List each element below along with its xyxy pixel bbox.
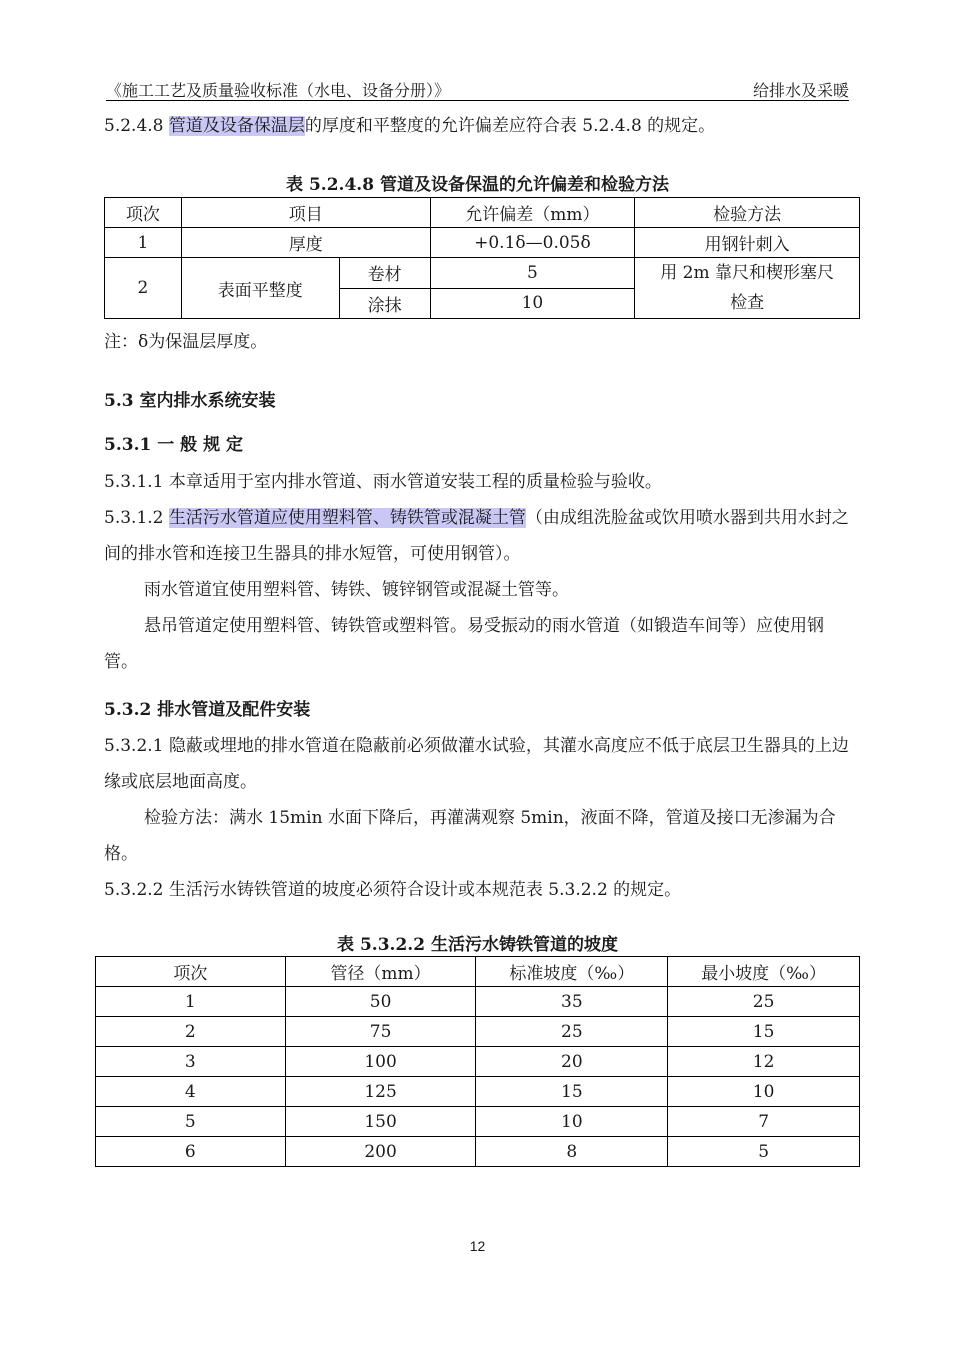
table-row xyxy=(96,987,860,1017)
table-cell: 15 xyxy=(668,1017,860,1047)
page-header xyxy=(106,78,849,101)
table-cell-method xyxy=(635,258,860,319)
table-row xyxy=(96,1077,860,1107)
table-cell: 12 xyxy=(668,1047,860,1077)
paragraph-hanging-pipes: 悬吊管道定使用塑料管、铸铁管或塑料管。易受振动的雨水管道（如锻造车间等）应使用钢管。 xyxy=(104,616,824,672)
clause-text: （由成组洗脸盆或饮用喷水器到共用水封之间的排水管和连接卫生器具的排水短管，可使用钢管）。 xyxy=(104,508,849,564)
highlighted-text: 管道及设备保温层 xyxy=(168,116,305,136)
table-cell: 7 xyxy=(668,1107,860,1137)
header-book-title: 《施工工艺及质量验收标准（水电、设备分册）》 xyxy=(106,81,451,100)
insulation-tolerance-table xyxy=(104,197,860,319)
clause-number: 5.2.4.8 xyxy=(104,116,169,136)
paragraph-5-2-4-8 xyxy=(104,108,854,144)
header-cell: 标准坡度（‰） xyxy=(476,957,668,987)
section-heading-5-3-2: 5.3.2 排水管道及配件安装 xyxy=(104,700,311,720)
table-cell: 涂抹 xyxy=(339,288,430,319)
paragraph-5-3-2-1: 5.3.2.1 隐蔽或埋地的排水管道在隐蔽前必须做灌水试验，其灌水高度应不低于底层卫生器具的上边缘或底层地面高度。 xyxy=(104,736,849,792)
highlighted-text: 生活污水管道应使用塑料管、铸铁管或混凝土管 xyxy=(168,508,526,528)
method-line: 用 2m 靠尺和楔形塞尺 xyxy=(660,263,835,283)
table-cell: 1 xyxy=(96,987,286,1017)
table-cell: 5 xyxy=(96,1107,286,1137)
header-cell: 项目 xyxy=(181,198,430,228)
table-cell: 3 xyxy=(96,1047,286,1077)
clause-number: 5.3.1.2 xyxy=(104,508,169,528)
table-header-row xyxy=(96,957,860,987)
paragraph-5-3-1-1: 5.3.1.1 本章适用于室内排水管道、雨水管道安装工程的质量检验与验收。 xyxy=(104,472,662,492)
table-cell: 2 xyxy=(105,258,182,319)
section-heading-5-3: 5.3 室内排水系统安装 xyxy=(104,391,276,411)
table-row xyxy=(105,228,860,258)
table-cell: 125 xyxy=(285,1077,476,1107)
table-cell: 用钢针刺入 xyxy=(635,228,860,258)
table-cell: 4 xyxy=(96,1077,286,1107)
table-row xyxy=(96,1107,860,1137)
table-cell: 2 xyxy=(96,1017,286,1047)
paragraph-test-method: 检验方法：满水 15min 水面下降后，再灌满观察 5min，液面不降，管道及接口无渗漏为合格。 xyxy=(104,808,836,864)
header-cell: 项次 xyxy=(96,957,286,987)
table-row xyxy=(96,1017,860,1047)
table-cell: 25 xyxy=(476,1017,668,1047)
paragraph-rain-pipes: 雨水管道宜使用塑料管、铸铁、镀锌钢管或混凝土管等。 xyxy=(144,580,569,600)
table-cell: 50 xyxy=(285,987,476,1017)
header-cell: 项次 xyxy=(105,198,182,228)
table-cell: 1 xyxy=(105,228,182,258)
section-heading-5-3-1: 5.3.1 一 般 规 定 xyxy=(104,435,243,455)
table-cell: 200 xyxy=(285,1137,476,1167)
table-row xyxy=(105,258,860,289)
table-cell: 卷材 xyxy=(339,258,430,289)
clause-text: 的厚度和平整度的允许偏差应符合表 5.2.4.8 的规定。 xyxy=(304,116,716,136)
table-cell: 5 xyxy=(430,258,635,289)
table-cell: 厚度 xyxy=(181,228,430,258)
table-caption-5-2-4-8: 表 5.2.4.8 管道及设备保温的允许偏差和检验方法 xyxy=(286,175,669,195)
table-cell: 75 xyxy=(285,1017,476,1047)
header-chapter: 给排水及采暖 xyxy=(752,81,849,100)
table-cell: +0.1δ—0.05δ xyxy=(430,228,635,258)
pipe-slope-table xyxy=(95,956,860,1167)
table-cell: 150 xyxy=(285,1107,476,1137)
table-cell: 10 xyxy=(476,1107,668,1137)
header-cell: 最小坡度（‰） xyxy=(668,957,860,987)
paragraph-5-3-2-2: 5.3.2.2 生活污水铸铁管道的坡度必须符合设计或本规范表 5.3.2.2 的规定。 xyxy=(104,880,682,900)
table-cell: 100 xyxy=(285,1047,476,1077)
table-header-row xyxy=(105,198,860,228)
table-cell: 10 xyxy=(430,288,635,319)
header-cell: 允许偏差（mm） xyxy=(430,198,635,228)
paragraph-5-3-1-2 xyxy=(104,500,854,572)
table-caption-5-3-2-2: 表 5.3.2.2 生活污水铸铁管道的坡度 xyxy=(337,935,618,955)
table-cell: 5 xyxy=(668,1137,860,1167)
header-cell: 管径（mm） xyxy=(285,957,476,987)
method-line: 检查 xyxy=(730,293,765,313)
table-cell: 表面平整度 xyxy=(181,258,339,319)
page-number: 12 xyxy=(469,1238,486,1254)
table-cell: 8 xyxy=(476,1137,668,1167)
table-cell: 6 xyxy=(96,1137,286,1167)
table-cell: 10 xyxy=(668,1077,860,1107)
table-cell: 35 xyxy=(476,987,668,1017)
table-cell: 15 xyxy=(476,1077,668,1107)
header-cell: 检验方法 xyxy=(635,198,860,228)
table-row xyxy=(96,1047,860,1077)
table-note: 注：δ为保温层厚度。 xyxy=(104,332,268,352)
table-cell: 20 xyxy=(476,1047,668,1077)
table-row xyxy=(96,1137,860,1167)
table-cell: 25 xyxy=(668,987,860,1017)
